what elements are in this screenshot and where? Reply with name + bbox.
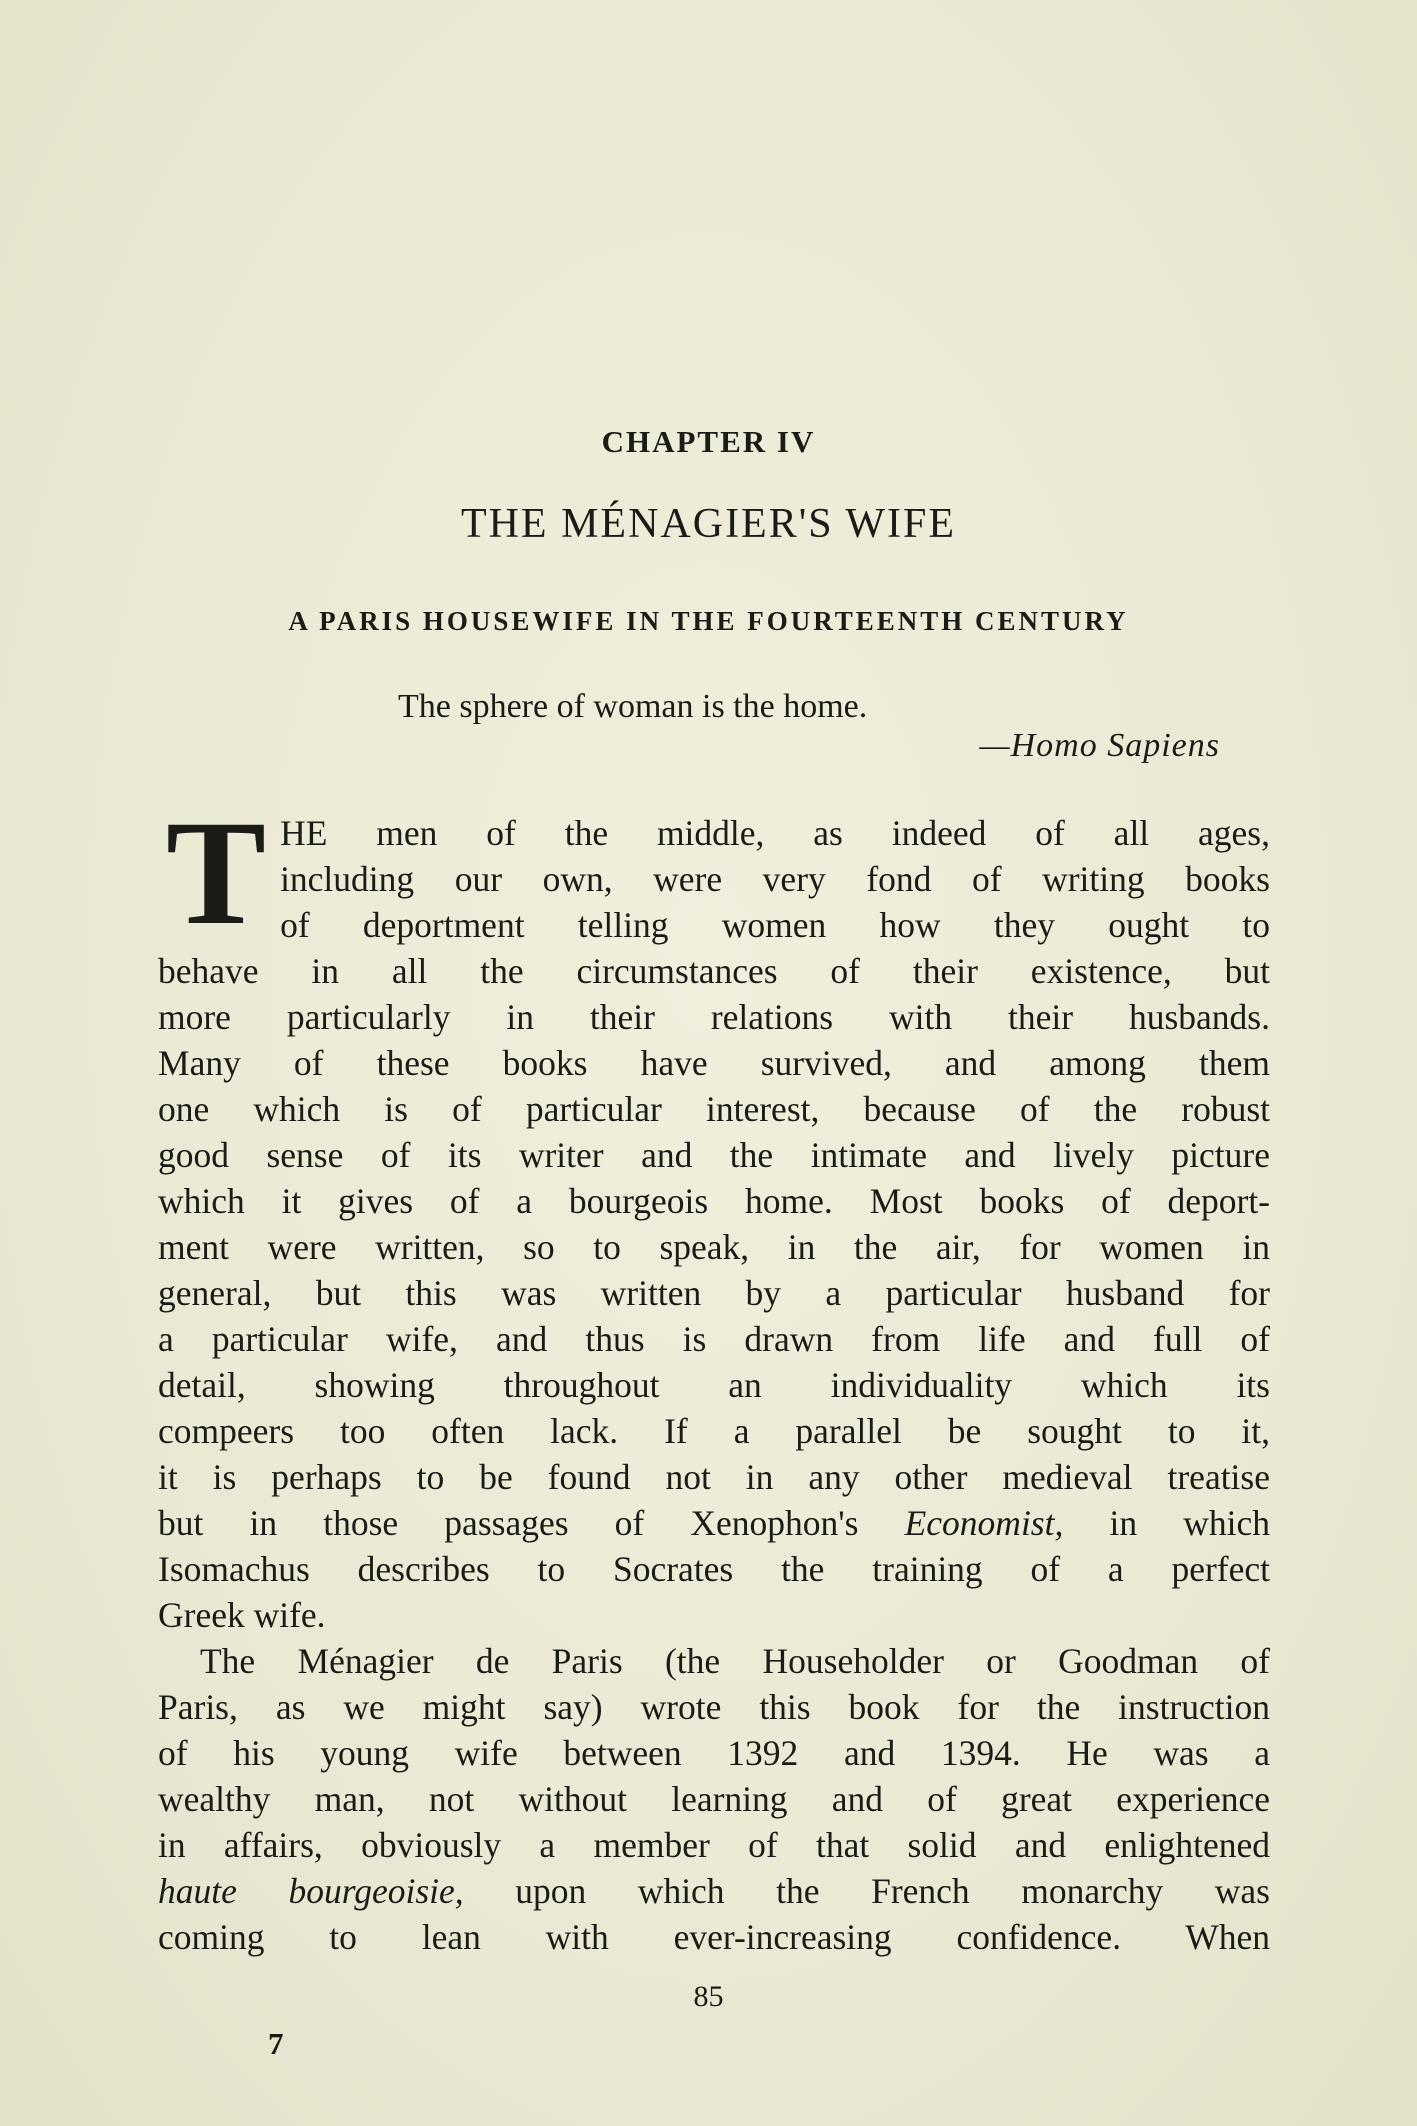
book-title-economist: Economist, (904, 1503, 1064, 1543)
text-line: The Ménagier de Paris (the Householder or Goodman of (200, 1641, 1270, 1681)
text-line (158, 1500, 1270, 1546)
text-segment: upon which the French monarchy was (463, 1871, 1270, 1911)
text-line: Paris, as we might say) wrote this book for the instruction (158, 1687, 1270, 1727)
text-line: it is perhaps to be found not in any other medieval treatise (158, 1457, 1270, 1497)
text-line: coming to lean with ever-increasing confidence. When (158, 1917, 1270, 1957)
epigraph-quote: The sphere of woman is the home. (398, 688, 868, 725)
text-line: ment were written, so to speak, in the air, for women in (158, 1227, 1270, 1267)
text-line: wealthy man, not without learning and of great experience (158, 1779, 1270, 1819)
chapter-label: CHAPTER IV (601, 424, 816, 459)
text-segment: in which (1063, 1503, 1270, 1543)
text-line: good sense of its writer and the intimate and lively picture (158, 1135, 1270, 1175)
text-line: detail, showing throughout an individuality which its (158, 1365, 1270, 1405)
text-line: a particular wife, and thus is drawn from life and full of (158, 1319, 1270, 1359)
text-line: compeers too often lack. If a parallel be sought to it, (158, 1411, 1270, 1451)
chapter-subtitle: A PARIS HOUSEWIFE IN THE FOURTEENTH CENTURY (288, 606, 1129, 636)
paragraph-1 (158, 790, 1270, 1638)
epigraph-source: —Homo Sapiens (979, 727, 1220, 764)
text-line: general, but this was written by a particular husband for (158, 1273, 1270, 1313)
text-line: of his young wife between 1392 and 1394. He was a (158, 1733, 1270, 1773)
body-text (158, 790, 1270, 1960)
text-line: Isomachus describes to Socrates the training of a perfect (158, 1549, 1270, 1589)
text-line: of deportment telling women how they ought to (280, 905, 1270, 945)
text-line: one which is of particular interest, because of the robust (158, 1089, 1270, 1129)
text-segment: but in those passages of Xenophon's (158, 1503, 905, 1543)
page-number: 85 (693, 1980, 724, 2013)
chapter-title: THE MÉNAGIER'S WIFE (460, 501, 957, 547)
text-line: more particularly in their relations with their husbands. (158, 997, 1270, 1037)
signature-mark: 7 (268, 2026, 284, 2061)
text-line: including our own, were very fond of writing books (280, 859, 1270, 899)
text-line: Many of these books have survived, and among them (158, 1043, 1270, 1083)
drop-cap: T (166, 790, 267, 956)
text-line: Greek wife. (158, 1595, 326, 1635)
italic-phrase: haute bourgeoisie, (158, 1871, 464, 1911)
paragraph-2 (158, 1638, 1270, 1960)
text-line: HE men of the middle, as indeed of all ages, (280, 813, 1270, 853)
text-line: which it gives of a bourgeois home. Most books of deport- (158, 1181, 1270, 1221)
text-line: behave in all the circumstances of their existence, but (158, 951, 1270, 991)
text-line: in affairs, obviously a member of that solid and enlightened (158, 1825, 1270, 1865)
text-line (158, 1868, 1270, 1914)
